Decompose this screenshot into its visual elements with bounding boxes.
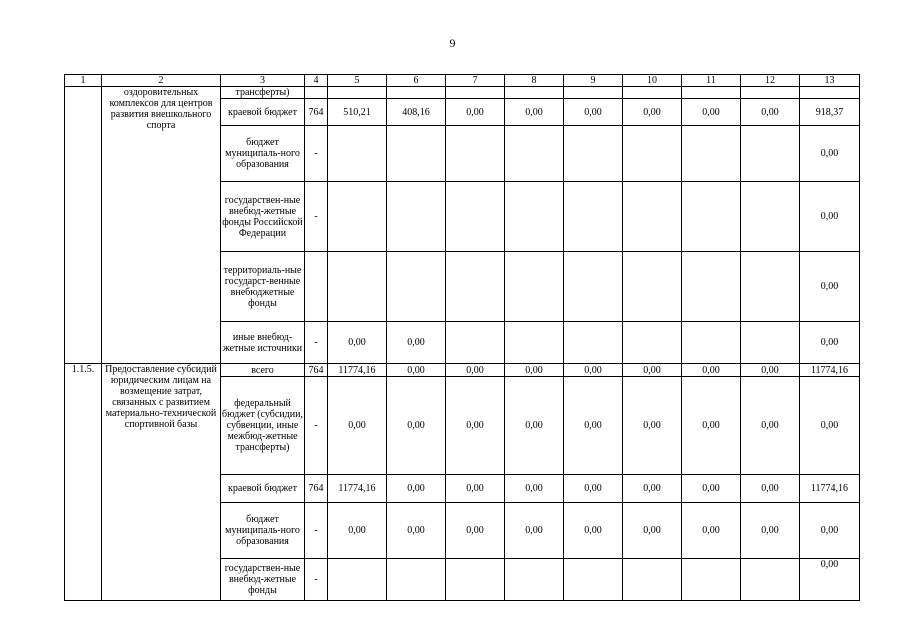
funding-source: трансферты) <box>221 87 305 99</box>
column-number: 10 <box>623 75 682 87</box>
amount-cell <box>446 252 505 322</box>
amount-cell: 0,00 <box>505 377 564 475</box>
amount-cell <box>741 87 800 99</box>
budget-code: - <box>305 322 328 364</box>
amount-cell: 0,00 <box>387 322 446 364</box>
header-row <box>65 75 860 87</box>
page-number: 9 <box>449 36 456 50</box>
amount-cell: 0,00 <box>446 364 505 377</box>
funding-source: краевой бюджет <box>221 99 305 126</box>
budget-code: 764 <box>305 99 328 126</box>
amount-cell <box>623 87 682 99</box>
amount-cell <box>682 322 741 364</box>
amount-cell: 0,00 <box>682 364 741 377</box>
budget-code: - <box>305 559 328 601</box>
budget-code <box>305 87 328 99</box>
amount-cell <box>623 559 682 601</box>
amount-cell: 0,00 <box>564 364 623 377</box>
amount-cell: 11774,16 <box>800 475 860 503</box>
amount-cell <box>328 182 387 252</box>
funding-source: бюджет муниципаль-ного образования <box>221 126 305 182</box>
amount-cell <box>623 126 682 182</box>
amount-cell <box>328 559 387 601</box>
amount-cell: 0,00 <box>741 99 800 126</box>
amount-cell <box>682 126 741 182</box>
amount-cell <box>741 559 800 601</box>
budget-code: - <box>305 126 328 182</box>
row-number: 1.1.5. <box>65 364 102 601</box>
amount-cell <box>505 322 564 364</box>
budget-code <box>305 252 328 322</box>
amount-cell: 0,00 <box>800 322 860 364</box>
column-number: 11 <box>682 75 741 87</box>
amount-cell: 0,00 <box>564 475 623 503</box>
amount-cell: 0,00 <box>564 377 623 475</box>
amount-cell: 0,00 <box>682 99 741 126</box>
amount-cell: 11774,16 <box>328 475 387 503</box>
amount-cell <box>682 252 741 322</box>
amount-cell: 0,00 <box>446 99 505 126</box>
funding-source: бюджет муниципаль-ного образования <box>221 503 305 559</box>
amount-cell: 0,00 <box>446 377 505 475</box>
budget-table <box>64 74 860 601</box>
amount-cell <box>446 559 505 601</box>
column-number: 13 <box>800 75 860 87</box>
column-number: 6 <box>387 75 446 87</box>
column-number: 8 <box>505 75 564 87</box>
amount-cell: 0,00 <box>505 503 564 559</box>
amount-cell: 11774,16 <box>800 364 860 377</box>
amount-cell <box>623 182 682 252</box>
amount-cell: 0,00 <box>446 475 505 503</box>
amount-cell: 0,00 <box>623 475 682 503</box>
amount-cell <box>328 252 387 322</box>
funding-source: государствен-ные внебюд-жетные фонды <box>221 559 305 601</box>
funding-source: федеральный бюджет (субсидии, субвенции, иные межбюд-жетные трансферты) <box>221 377 305 475</box>
amount-cell <box>800 87 860 99</box>
amount-cell: 0,00 <box>387 503 446 559</box>
amount-cell <box>564 559 623 601</box>
column-number: 4 <box>305 75 328 87</box>
amount-cell <box>328 87 387 99</box>
amount-cell: 0,00 <box>800 126 860 182</box>
amount-cell: 0,00 <box>446 503 505 559</box>
amount-cell: 0,00 <box>623 503 682 559</box>
funding-source: государствен-ные внебюд-жетные фонды Российской Федерации <box>221 182 305 252</box>
budget-code: - <box>305 182 328 252</box>
budget-code: - <box>305 503 328 559</box>
budget-code: - <box>305 377 328 475</box>
budget-code: 764 <box>305 475 328 503</box>
amount-cell <box>682 182 741 252</box>
budget-code: 764 <box>305 364 328 377</box>
amount-cell <box>446 87 505 99</box>
amount-cell: 0,00 <box>682 503 741 559</box>
column-number: 1 <box>65 75 102 87</box>
amount-cell: 0,00 <box>387 364 446 377</box>
amount-cell: 0,00 <box>564 503 623 559</box>
amount-cell <box>623 252 682 322</box>
column-number: 12 <box>741 75 800 87</box>
amount-cell: 0,00 <box>623 364 682 377</box>
amount-cell <box>505 87 564 99</box>
amount-cell: 0,00 <box>387 377 446 475</box>
amount-cell <box>505 252 564 322</box>
amount-cell: 0,00 <box>741 377 800 475</box>
amount-cell <box>387 87 446 99</box>
column-number: 3 <box>221 75 305 87</box>
table-body <box>65 75 860 601</box>
amount-cell <box>741 322 800 364</box>
amount-cell: 0,00 <box>328 377 387 475</box>
amount-cell <box>505 559 564 601</box>
measure-name: Предоставление субсидий юридическим лицам на возмещение затрат, связанных с развитием материально-технической спортивной базы <box>102 364 221 601</box>
table-row <box>65 364 860 377</box>
amount-cell <box>741 252 800 322</box>
amount-cell: 0,00 <box>564 99 623 126</box>
amount-cell: 918,37 <box>800 99 860 126</box>
amount-cell <box>564 252 623 322</box>
amount-cell <box>564 322 623 364</box>
measure-name: оздоровительных комплексов для центров развития внешкольного спорта <box>102 87 221 364</box>
amount-cell: 0,00 <box>800 252 860 322</box>
amount-cell: 0,00 <box>623 99 682 126</box>
amount-cell <box>741 126 800 182</box>
amount-cell: 0,00 <box>682 377 741 475</box>
amount-cell: 0,00 <box>741 475 800 503</box>
amount-cell: 0,00 <box>505 99 564 126</box>
amount-cell <box>623 322 682 364</box>
amount-cell <box>682 559 741 601</box>
amount-cell: 0,00 <box>623 377 682 475</box>
amount-cell: 0,00 <box>328 503 387 559</box>
amount-cell <box>682 87 741 99</box>
amount-cell: 0,00 <box>741 503 800 559</box>
amount-cell: 0,00 <box>387 475 446 503</box>
amount-cell <box>387 182 446 252</box>
column-number: 2 <box>102 75 221 87</box>
amount-cell: 408,16 <box>387 99 446 126</box>
amount-cell: 0,00 <box>800 559 860 601</box>
amount-cell: 0,00 <box>800 182 860 252</box>
amount-cell <box>446 126 505 182</box>
amount-cell <box>564 87 623 99</box>
amount-cell <box>564 126 623 182</box>
amount-cell <box>446 322 505 364</box>
funding-source: иные внебюд-жетные источники <box>221 322 305 364</box>
amount-cell <box>564 182 623 252</box>
amount-cell <box>387 559 446 601</box>
amount-cell <box>741 182 800 252</box>
funding-source: всего <box>221 364 305 377</box>
amount-cell <box>446 182 505 252</box>
amount-cell: 0,00 <box>800 503 860 559</box>
column-number: 5 <box>328 75 387 87</box>
funding-source: краевой бюджет <box>221 475 305 503</box>
amount-cell: 11774,16 <box>328 364 387 377</box>
table-row <box>65 87 860 99</box>
amount-cell: 0,00 <box>682 475 741 503</box>
amount-cell: 0,00 <box>328 322 387 364</box>
amount-cell: 0,00 <box>800 377 860 475</box>
amount-cell <box>387 126 446 182</box>
amount-cell <box>505 182 564 252</box>
column-number: 7 <box>446 75 505 87</box>
funding-source: территориаль-ные государст-венные внебюджетные фонды <box>221 252 305 322</box>
amount-cell: 510,21 <box>328 99 387 126</box>
amount-cell <box>505 126 564 182</box>
amount-cell <box>387 252 446 322</box>
amount-cell: 0,00 <box>505 475 564 503</box>
column-number: 9 <box>564 75 623 87</box>
row-number <box>65 87 102 364</box>
amount-cell <box>328 126 387 182</box>
amount-cell: 0,00 <box>741 364 800 377</box>
amount-cell: 0,00 <box>505 364 564 377</box>
